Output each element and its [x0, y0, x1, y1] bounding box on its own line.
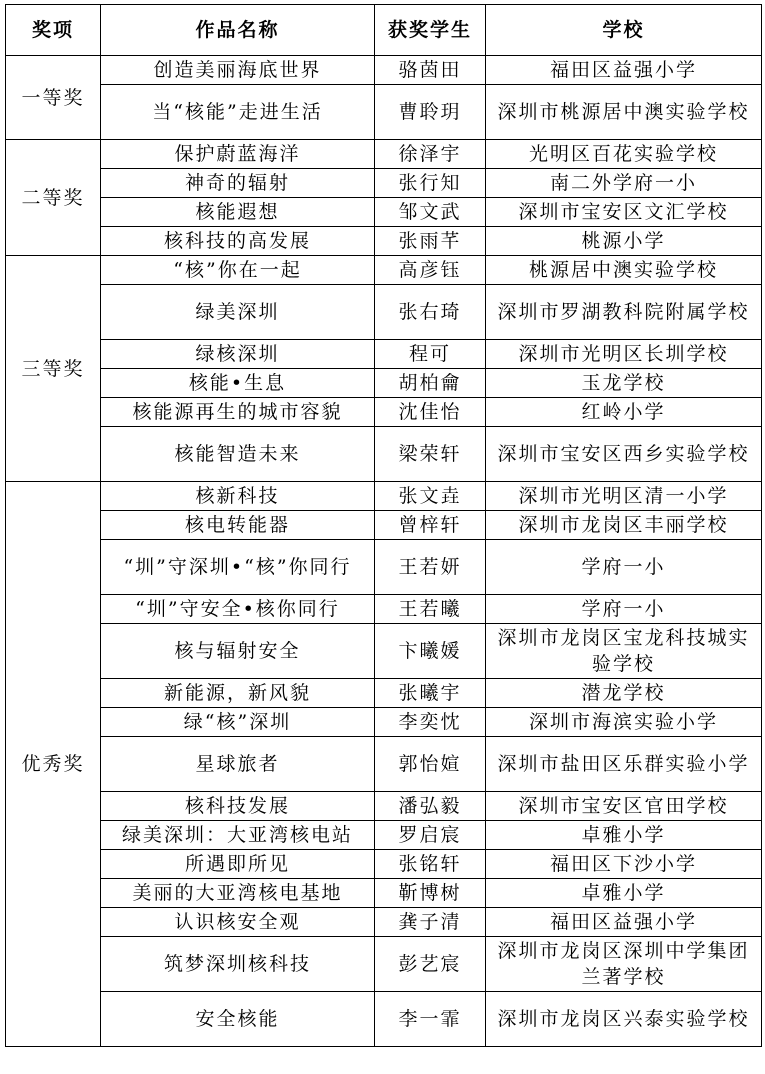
- work-title-cell: 核能源再生的城市容貌: [101, 398, 375, 427]
- school-cell: 卓雅小学: [486, 879, 762, 908]
- table-row: [6, 624, 762, 679]
- work-title-cell: 保护蔚蓝海洋: [101, 140, 375, 169]
- school-cell: 深圳市盐田区乐群实验小学: [486, 737, 762, 792]
- student-name-cell: 徐泽宇: [375, 140, 486, 169]
- student-name-cell: 王若曦: [375, 595, 486, 624]
- work-title-cell: 神奇的辐射: [101, 169, 375, 198]
- student-name-cell: 曹聆玥: [375, 85, 486, 140]
- student-name-cell: 梁荣轩: [375, 427, 486, 482]
- school-cell: 玉龙学校: [486, 369, 762, 398]
- school-cell: 学府一小: [486, 595, 762, 624]
- work-title-cell: 认识核安全观: [101, 908, 375, 937]
- table-row: [6, 908, 762, 937]
- header-student: 获奖学生: [375, 5, 486, 56]
- table-row: [6, 737, 762, 792]
- student-name-cell: 李一霏: [375, 992, 486, 1047]
- work-title-cell: 美丽的大亚湾核电基地: [101, 879, 375, 908]
- work-title-cell: 筑梦深圳核科技: [101, 937, 375, 992]
- work-title-cell: 核能智造未来: [101, 427, 375, 482]
- table-row: [6, 879, 762, 908]
- school-cell: 深圳市罗湖教科院附属学校: [486, 285, 762, 340]
- header-award: 奖项: [6, 5, 101, 56]
- school-cell: 卓雅小学: [486, 821, 762, 850]
- work-title-cell: 星球旅者: [101, 737, 375, 792]
- award-level-cell: 优秀奖: [6, 482, 101, 1047]
- work-title-cell: “核”你在一起: [101, 256, 375, 285]
- table-row: [6, 169, 762, 198]
- school-cell: 深圳市宝安区西乡实验学校: [486, 427, 762, 482]
- table-row: [6, 140, 762, 169]
- work-title-cell: 核能遐想: [101, 198, 375, 227]
- student-name-cell: 罗启宸: [375, 821, 486, 850]
- table-row: [6, 85, 762, 140]
- school-cell: 桃源小学: [486, 227, 762, 256]
- table-row: [6, 285, 762, 340]
- work-title-cell: 核新科技: [101, 482, 375, 511]
- student-name-cell: 李奕忱: [375, 708, 486, 737]
- table-row: [6, 198, 762, 227]
- table-row: [6, 227, 762, 256]
- school-cell: 深圳市光明区长圳学校: [486, 340, 762, 369]
- school-cell: 深圳市宝安区官田学校: [486, 792, 762, 821]
- school-cell: 福田区益强小学: [486, 908, 762, 937]
- school-cell: 深圳市海滨实验小学: [486, 708, 762, 737]
- student-name-cell: 骆茵田: [375, 56, 486, 85]
- work-title-cell: 绿美深圳：大亚湾核电站: [101, 821, 375, 850]
- table-row: [6, 821, 762, 850]
- student-name-cell: 张文垚: [375, 482, 486, 511]
- table-body: [6, 56, 762, 1047]
- work-title-cell: 核能•生息: [101, 369, 375, 398]
- table-row: [6, 56, 762, 85]
- student-name-cell: 卞曦媛: [375, 624, 486, 679]
- school-cell: 深圳市龙岗区兴泰实验学校: [486, 992, 762, 1047]
- header-row: [6, 5, 762, 56]
- student-name-cell: 邹文武: [375, 198, 486, 227]
- table-row: [6, 595, 762, 624]
- school-cell: 深圳市桃源居中澳实验学校: [486, 85, 762, 140]
- student-name-cell: 王若妍: [375, 540, 486, 595]
- school-cell: 光明区百花实验学校: [486, 140, 762, 169]
- work-title-cell: 核科技的高发展: [101, 227, 375, 256]
- school-cell: 桃源居中澳实验学校: [486, 256, 762, 285]
- student-name-cell: 张行知: [375, 169, 486, 198]
- work-title-cell: 绿核深圳: [101, 340, 375, 369]
- student-name-cell: 张曦宇: [375, 679, 486, 708]
- school-cell: 深圳市龙岗区丰丽学校: [486, 511, 762, 540]
- student-name-cell: 张铭轩: [375, 850, 486, 879]
- table-row: [6, 340, 762, 369]
- school-cell: 南二外学府一小: [486, 169, 762, 198]
- school-cell: 潜龙学校: [486, 679, 762, 708]
- work-title-cell: 核科技发展: [101, 792, 375, 821]
- table-row: [6, 369, 762, 398]
- work-title-cell: 绿“核”深圳: [101, 708, 375, 737]
- work-title-cell: 安全核能: [101, 992, 375, 1047]
- student-name-cell: 沈佳怡: [375, 398, 486, 427]
- school-cell: 学府一小: [486, 540, 762, 595]
- award-level-cell: 一等奖: [6, 56, 101, 140]
- student-name-cell: 张雨芊: [375, 227, 486, 256]
- work-title-cell: 新能源，新风貌: [101, 679, 375, 708]
- school-cell: 深圳市宝安区文汇学校: [486, 198, 762, 227]
- student-name-cell: 潘弘毅: [375, 792, 486, 821]
- student-name-cell: 龚子清: [375, 908, 486, 937]
- work-title-cell: 所遇即所见: [101, 850, 375, 879]
- student-name-cell: 胡柏龠: [375, 369, 486, 398]
- table-row: [6, 708, 762, 737]
- student-name-cell: 高彦钰: [375, 256, 486, 285]
- student-name-cell: 程可: [375, 340, 486, 369]
- student-name-cell: 靳博树: [375, 879, 486, 908]
- awards-table: [5, 4, 762, 1047]
- work-title-cell: “圳”守安全•核你同行: [101, 595, 375, 624]
- work-title-cell: 创造美丽海底世界: [101, 56, 375, 85]
- table-row: [6, 398, 762, 427]
- table-row: [6, 992, 762, 1047]
- award-level-cell: 二等奖: [6, 140, 101, 256]
- work-title-cell: 绿美深圳: [101, 285, 375, 340]
- work-title-cell: 核与辐射安全: [101, 624, 375, 679]
- table-row: [6, 792, 762, 821]
- student-name-cell: 曾梓轩: [375, 511, 486, 540]
- student-name-cell: 张右琦: [375, 285, 486, 340]
- table-row: [6, 679, 762, 708]
- table-row: [6, 256, 762, 285]
- table-row: [6, 482, 762, 511]
- student-name-cell: 彭艺宸: [375, 937, 486, 992]
- header-school: 学校: [486, 5, 762, 56]
- work-title-cell: “圳”守深圳•“核”你同行: [101, 540, 375, 595]
- school-cell: 福田区下沙小学: [486, 850, 762, 879]
- school-cell: 福田区益强小学: [486, 56, 762, 85]
- school-cell: 红岭小学: [486, 398, 762, 427]
- work-title-cell: 核电转能器: [101, 511, 375, 540]
- table-row: [6, 850, 762, 879]
- header-title: 作品名称: [101, 5, 375, 56]
- school-cell: 深圳市龙岗区深圳中学集团兰著学校: [486, 937, 762, 992]
- school-cell: 深圳市龙岗区宝龙科技城实验学校: [486, 624, 762, 679]
- award-level-cell: 三等奖: [6, 256, 101, 482]
- table-row: [6, 937, 762, 992]
- student-name-cell: 郭怡媗: [375, 737, 486, 792]
- table-row: [6, 427, 762, 482]
- table-row: [6, 511, 762, 540]
- table-row: [6, 540, 762, 595]
- work-title-cell: 当“核能”走进生活: [101, 85, 375, 140]
- school-cell: 深圳市光明区清一小学: [486, 482, 762, 511]
